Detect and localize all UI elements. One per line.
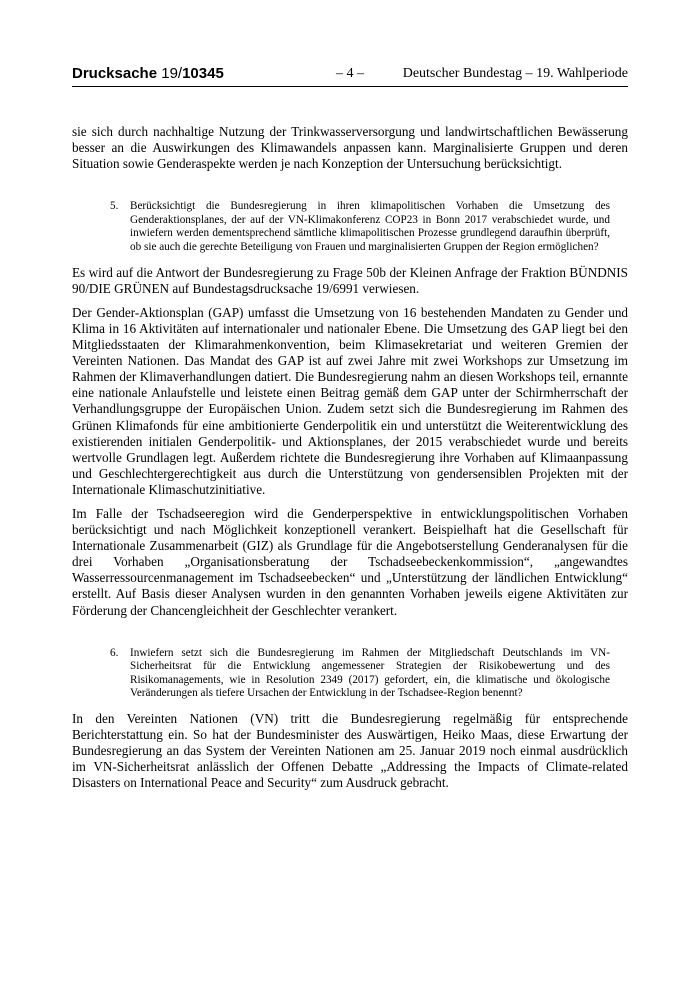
document-label: Drucksache — [72, 65, 158, 82]
question-5 — [110, 200, 628, 254]
answer-5-paragraph-2: Der Gender-Aktionsplan (GAP) umfasst die Umsetzung von 16 bestehenden Mandaten zu Gender und Klima in 16 Aktivitäten auf internationaler und nationaler Ebene. Die Umsetzung des GAP liegt bei den Mitgliedsstaaten der Klimarahmenkonvention, beim Klimasekretariat und weiteren Gremien der Vereinten Nationen. Das Mandat des GAP ist auf zwei Jahre mit zwei Workshops zur Umsetzung im Rahmen der Klimaverhandlungen datiert. Die Bundesregierung nahm an diesen Workshops teil, ernannte eine nationale Anlaufstelle und leistete einen Beitrag gemäß dem GAP unter der Schirmherrschaft der Verhandlungsgruppe der Europäischen Union. Zudem setzt sich die Bundesregierung im Rahmen des Grünen Klimafonds für eine ambitionierte Genderpolitik ein und unterstützt die Weiterentwicklung des existierenden initialen Genderpolitik- und Aktionsplanes, der 2015 verabschiedet wurde und bereits wertvolle Grundlagen legt. Außerdem richtete die Bundesregierung ihre Vorhaben auf Klimaanpassung und Geschlechtergerechtigkeit aus durch die Unterstützung von gendersensiblen Projekten mit der Internationale Klimaschutzinitiative. — [72, 304, 628, 497]
answer-5-paragraph-1: Es wird auf die Antwort der Bundesregierung zu Frage 50b der Kleinen Anfrage der Fraktion BÜNDNIS 90/DIE GRÜNEN auf Bundestagsdrucksache 19/6991 verwiesen. — [72, 264, 628, 296]
question-6 — [110, 647, 628, 701]
document-number-value: 10345 — [182, 65, 224, 82]
question-number: 5. — [110, 200, 119, 213]
document-prefix: 19/ — [161, 65, 183, 82]
question-number: 6. — [110, 646, 119, 659]
answer-6-paragraph-1: In den Vereinten Nationen (VN) tritt die Bundesregierung regelmäßig für entsprechende Berichterstattung ein. So hat der Bundesminister des Auswärtigen, Heiko Maas, diese Erwartung der Bundesregierung an das System der Vereinten Nationen am 25. Januar 2019 noch einmal ausdrücklich im VN-Sicherheitsrat anlässlich der Offenen Debatte „Addressing the Impacts of Climate-related Disasters on International Peace and Security“ zum Ausdruck gebracht. — [72, 711, 628, 791]
question-text: Inwiefern setzt sich die Bundesregierung im Rahmen der Mitgliedschaft Deutschlands im VN-Sicherheitsrat für die Entwicklung angemessener Strategien der Risikobewertung und des Risikomanagements, wie in Resolution 2349 (2017) gefordert, ein, die klimatische und ökologische Veränderungen als tiefere Ursachen der Entwicklung in der Tschadsee-Region benennt? — [130, 646, 610, 700]
question-text: Berücksichtigt die Bundesregierung in ihren klimapolitischen Vorhaben die Umsetzung des Genderaktionsplanes, der auf der VN-Klimakonferenz COP23 in Bonn 2017 verabschiedet wurde, und inwiefern werden dementsprechend sämtliche klimapolitischen Prozesse grundlegend daraufhin überprüft, ob sie auch die gerechte Beteiligung von Frauen und marginalisierten Gruppen der Region ermöglichen? — [130, 200, 610, 254]
intro-paragraph: sie sich durch nachhaltige Nutzung der Trinkwasserversorgung und landwirtschaftlichen Bewässerung besser an die Auswirkungen des Klimawandels anpassen kann. Marginalisierte Gruppen und deren Situation sowie Genderaspekte werden je nach Konzeption der Untersuchung berücksichtigt. — [72, 124, 628, 172]
page-header — [72, 64, 628, 87]
page-body — [72, 124, 628, 799]
answer-5-paragraph-3: Im Falle der Tschadseeregion wird die Genderperspektive in entwicklungspolitischen Vorhaben berücksichtigt und nach Möglichkeit konzeptionell verankert. Beispielhaft hat die Gesellschaft für Internationale Zusammenarbeit (GIZ) als Grundlage für die Angebotserstellung Genderanalysen für die drei Vorhaben „Organisationsberatung der Tschadseebeckenkommission“, „angewandtes Wasserressourcenmanagement im Tschadseebecken“ und „Unterstützung der ländlichen Entwicklung“ erstellt. Auf Basis dieser Analysen wurden in den genannten Vorhaben jeweils eigene Aktivitäten zur Förderung der Chancengleichheit der Geschlechter verankert. — [72, 505, 628, 618]
publisher: Deutscher Bundestag – 19. Wahlperiode — [402, 66, 628, 81]
page-number: – 4 – — [336, 66, 364, 81]
